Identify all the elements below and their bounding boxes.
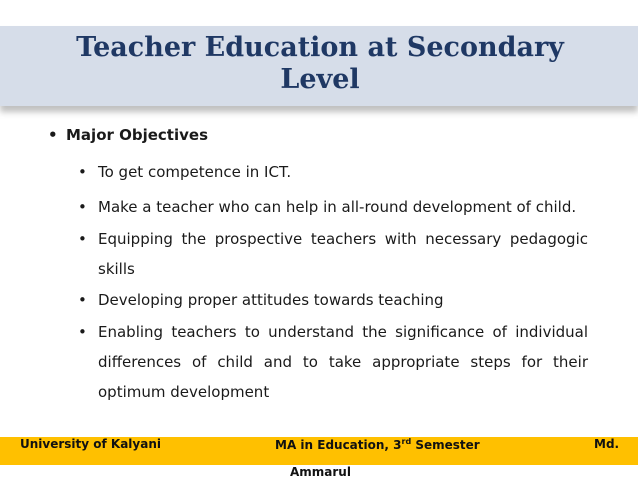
section-heading-text: Major Objectives	[66, 126, 209, 144]
bullet-icon: •	[78, 291, 87, 309]
footer-author-prefix: Md.	[594, 437, 620, 451]
objective-text: To get competence in ICT.	[98, 163, 292, 181]
bullet-icon: •	[78, 198, 87, 216]
footer-university: University of Kalyani	[20, 437, 161, 451]
bullet-icon: •	[48, 126, 58, 144]
bullet-icon: •	[78, 163, 87, 181]
slide-title: Teacher Education at Secondary Level	[76, 32, 564, 95]
objective-item	[78, 285, 588, 315]
objective-item	[78, 157, 588, 187]
objective-item	[78, 224, 588, 284]
objective-text: Equipping the prospective teachers with necessary pedagogic skills	[98, 230, 588, 278]
objective-text: Enabling teachers to understand the significance of individual differences of child and to take appropriate steps for their optimum development	[98, 323, 588, 401]
bullet-icon: •	[78, 323, 87, 341]
footer-author-name: Ammarul	[290, 465, 351, 479]
objective-item	[78, 192, 588, 222]
objective-text: Make a teacher who can help in all-round development of child.	[98, 198, 577, 216]
footer-bar	[0, 437, 638, 465]
objective-text: Developing proper attitudes towards teaching	[98, 291, 444, 309]
footer-course: MA in Education, 3rd Semester	[275, 437, 480, 452]
objective-item	[78, 317, 588, 407]
bullet-icon: •	[78, 230, 87, 248]
